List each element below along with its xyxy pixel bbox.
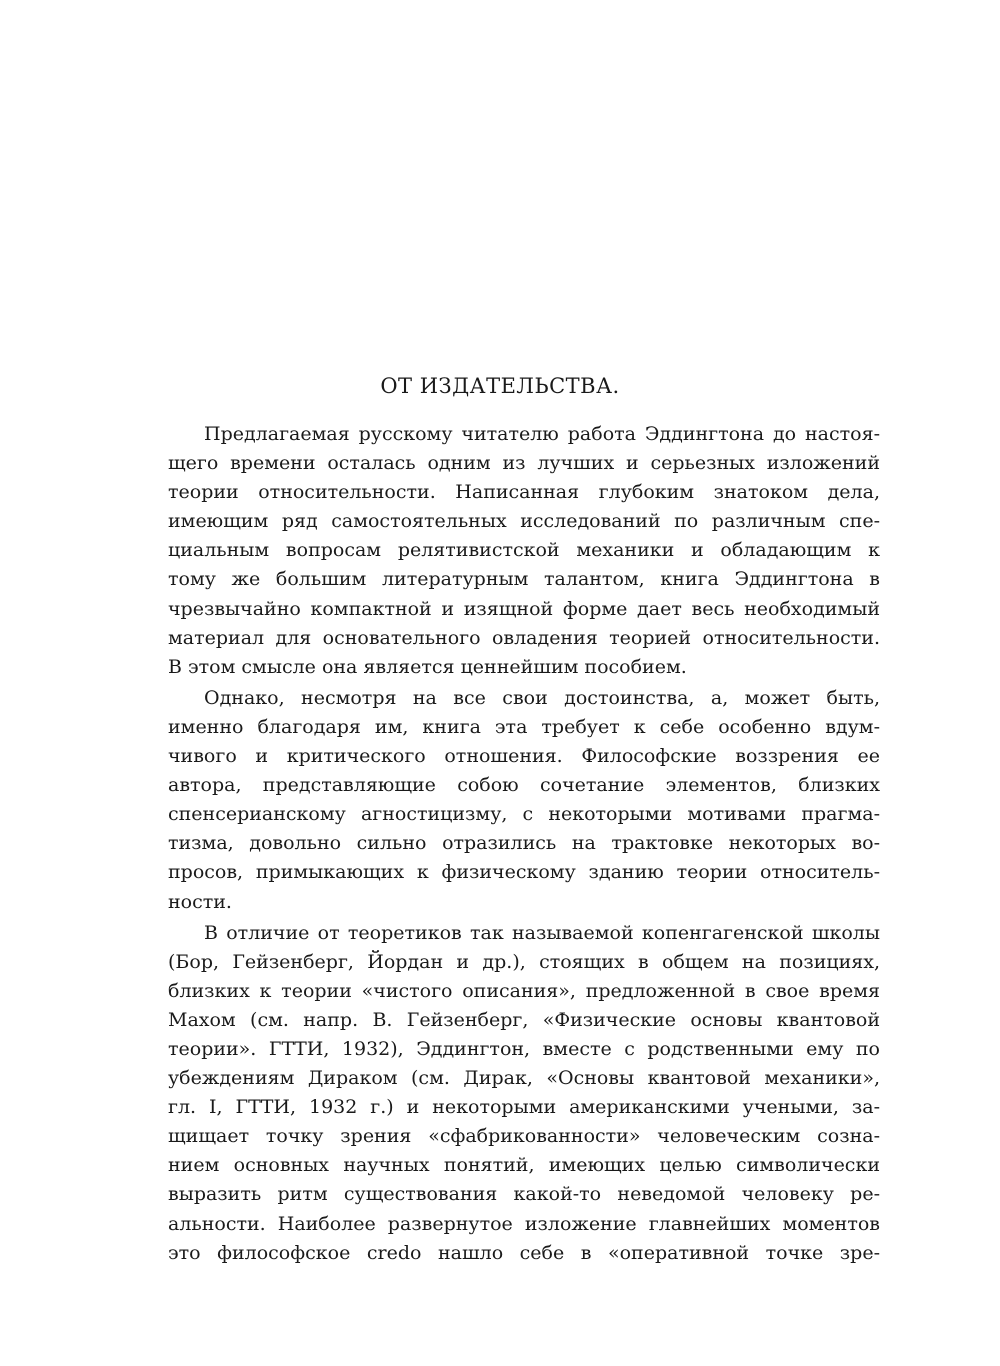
text-line: теории относительности. Написанная глубоким знатоком дела, (168, 481, 880, 504)
body-text (168, 420, 880, 1268)
text-line: материал для основательного овладения теорией относительности. (168, 626, 880, 649)
text-line: гл. I, ГТТИ, 1932 г.) и некоторыми американскими учеными, за- (168, 1096, 880, 1119)
text-line: тому же большим литературным талантом, книга Эддингтона в (168, 568, 880, 591)
text-line: В отличие от теоретиков так называемой копенгагенской школы (204, 921, 880, 944)
text-line: имеющим ряд самостоятельных исследований по различным спе- (168, 510, 880, 533)
text-line: теории». ГТТИ, 1932), Эддингтон, вместе с родственными ему по (168, 1037, 880, 1060)
text-line: чрезвычайно компактной и изящной форме дает весь необходимый (168, 597, 880, 620)
text-line: чивого и критического отношения. Философские воззрения ее (168, 745, 880, 768)
text-line: близких к теории «чистого описания», предложенной в свое время (168, 979, 880, 1002)
text-line: это философское credo нашло себе в «оперативной точке зре- (168, 1241, 880, 1264)
text-line: Однако, несмотря на все свои достоинства, а, может быть, (204, 686, 880, 709)
text-line: тизма, довольно сильно отразились на трактовке некоторых во- (168, 832, 880, 855)
paragraph-2 (168, 684, 880, 917)
text-line: Предлагаемая русскому читателю работа Эддингтона до настоя- (204, 423, 880, 445)
text-line: альности. Наиболее развернутое изложение главнейших моментов (168, 1212, 880, 1235)
text-line: нием основных научных понятий, имеющих целью символически (168, 1154, 880, 1177)
text-line: (Бор, Гейзенберг, Йордан и др.), стоящих в общем на позициях, (168, 950, 880, 973)
text-line: щего времени осталась одним из лучших и серьезных изложений (168, 452, 880, 475)
section-heading: ОТ ИЗДАТЕЛЬСТВА. (380, 374, 620, 398)
text-line: ности. (168, 890, 232, 913)
text-line: В этом смысле она является ценнейшим пособием. (168, 655, 687, 678)
text-line: убеждениям Дираком (см. Дирак, «Основы квантовой механики», (168, 1067, 880, 1090)
text-line: автора, представляющие собою сочетание элементов, близких (168, 774, 880, 797)
text-line: циальным вопросам релятивистской механики и обладающим к (168, 539, 880, 562)
text-line: выразить ритм существования какой-то неведомой человеку ре- (168, 1183, 880, 1206)
text-line: просов, примыкающих к физическому зданию теории относитель- (168, 861, 880, 884)
text-line: спенсерианскому агностицизму, с некоторыми мотивами прагма- (168, 803, 880, 826)
paragraph-1 (168, 420, 880, 682)
text-line: именно благодаря им, книга эта требует к себе особенно вдум- (168, 715, 880, 738)
text-line: щищает точку зрения «сфабрикованности» человеческим созна- (168, 1125, 880, 1148)
paragraph-3 (168, 919, 880, 1268)
text-line: Махом (см. напр. В. Гейзенберг, «Физические основы квантовой (168, 1008, 880, 1031)
